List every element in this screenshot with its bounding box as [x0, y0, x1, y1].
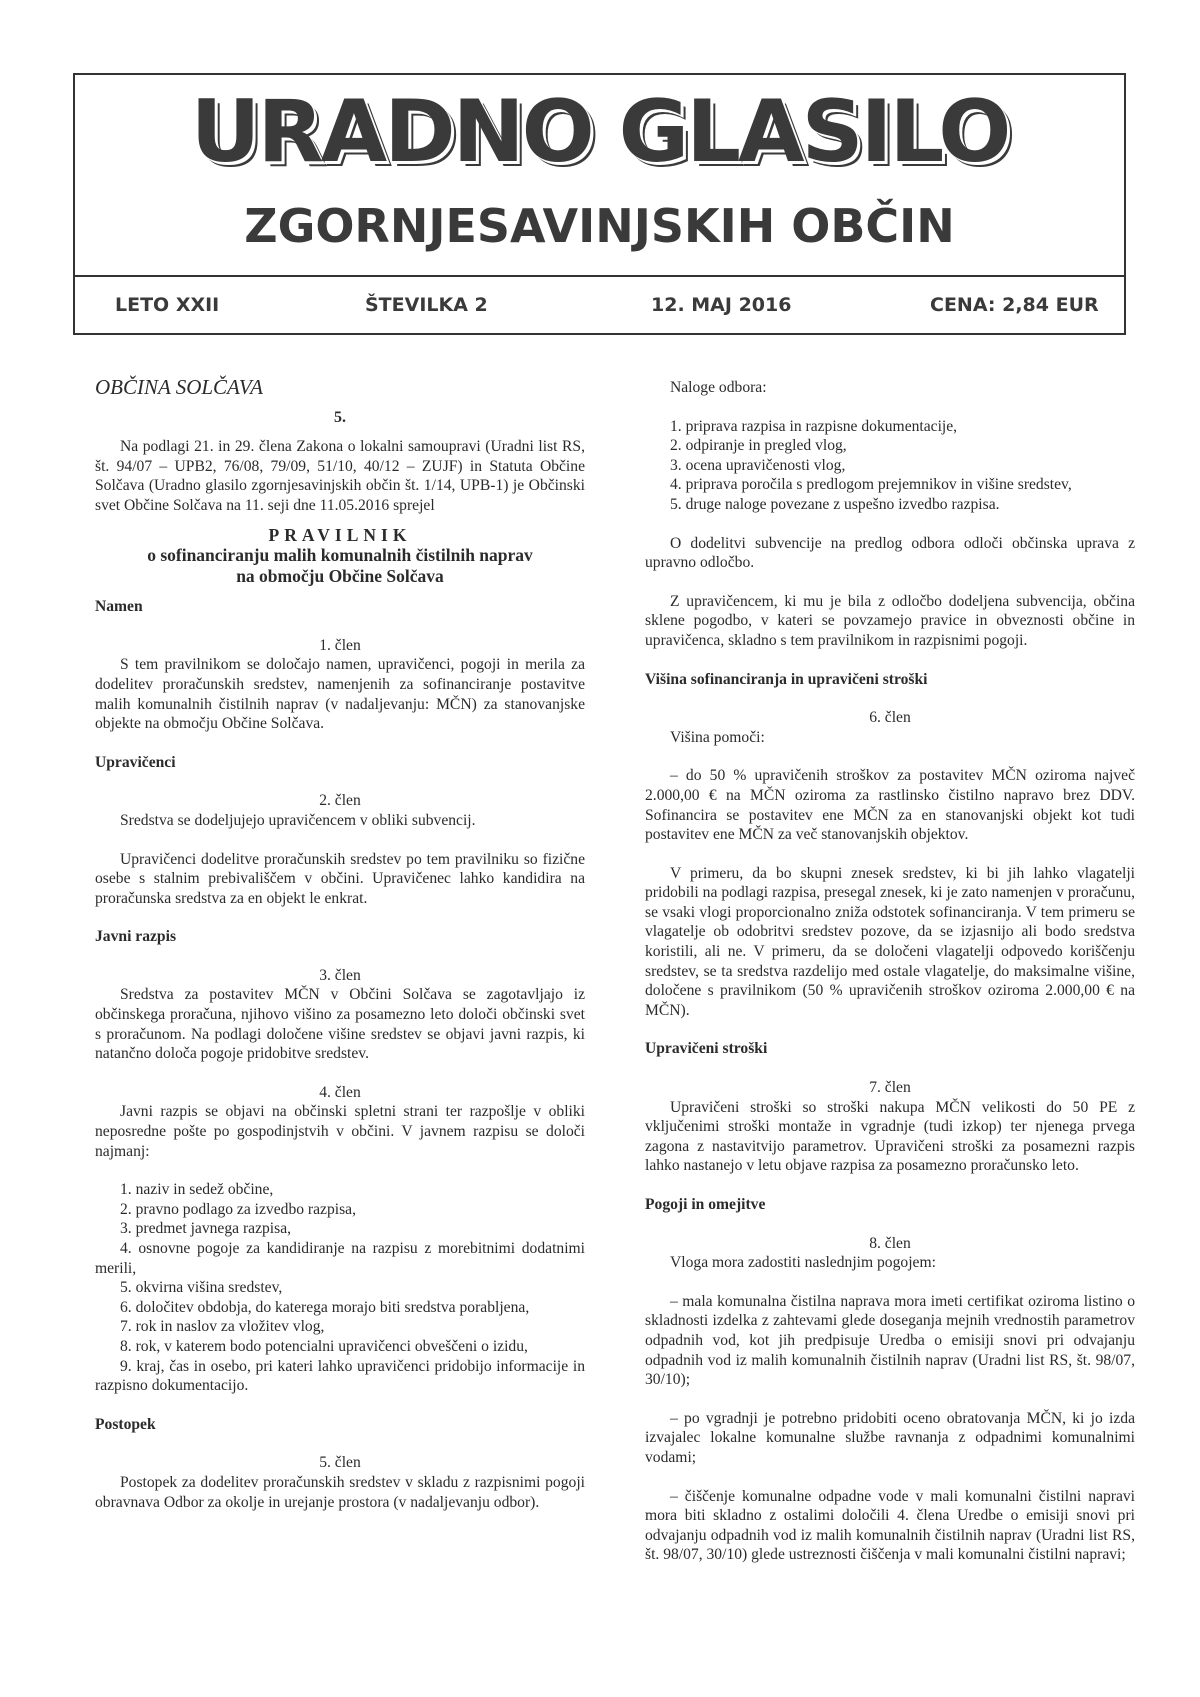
article-8-condition-1: – mala komunalna čistilna naprava mora imeti certifikat oziroma listino o skladnosti izdelka z zahtevami glede doseganja mejnih vrednostih parametrov odpadnih vod, kot jih predpisuje Uredba o emisiji snovi pri odvajanju odpadnih vod iz malih komunalnih čistilnih naprav (Uradni list RS, št. 98/07, 30/10);: [645, 1292, 1135, 1389]
article-8-condition-2: – po vgradnji je potrebno pridobiti oceno obratovanja MČN, ki jo izda izvajalec lokalne komunalne službe ravnanja z odpadnimi komunalnimi vodami;: [645, 1409, 1135, 1466]
list-item: 3. predmet javnega razpisa,: [120, 1220, 292, 1238]
masthead-divider: [75, 275, 1124, 277]
article-2-number: 2. člen: [319, 792, 361, 810]
masthead-subtitle: ZGORNJESAVINJSKIH OBČIN: [244, 199, 955, 253]
issue-date: 12. MAJ 2016: [651, 294, 792, 316]
list-item: 3. ocena upravičenosti vlog,: [670, 456, 846, 474]
article-8-number: 8. člen: [869, 1234, 911, 1252]
right-column: [645, 378, 1135, 1565]
article-1-text: S tem pravilnikom se določajo namen, upravičenci, pogoji in merila za dodelitev proračunskih sredstev, namenjenih za sofinanciranje postavitve malih komunalnih čistilnih naprav (v nadaljevanju: MČN) za stanovanjske objekte na območju Občine Solčava.: [95, 656, 585, 733]
article-6-text-1: – do 50 % upravičenih stroškov za postavitev MČN oziroma največ 2.000,00 € na MČN oziroma za rastlinsko čistilno napravo brez DDV. Sofinancira se postavitev ene MČN za en stanovanjski objekt kot tudi postavitev ene MČN za več stanovanjskih objektov.: [645, 767, 1135, 844]
committee-tasks-list: [645, 417, 1135, 515]
paragraph-contract: Z upravičencem, ki mu je bila z odločbo dodeljena subvencija, občina sklene pogodbo, v kateri se povzamejo pravice in obveznosti občine in upravičenca, skladno s tem pravilnikom in razpisnimi pogoji.: [645, 592, 1135, 649]
left-column: [95, 375, 585, 1512]
issue-year: LETO XXII: [115, 294, 220, 316]
list-item: 2. pravno podlago za izvedbo razpisa,: [120, 1200, 356, 1218]
article-7-text: Upravičeni stroški so stroški nakupa MČN velikosti do 50 PE z vključenimi stroški montaže in vgradnje (tudi izkop) ter njenega prvega zagona z nastavitvijo parametrov. Upravičeni stroški za posamezni razpis lahko nastanejo v letu objave razpisa za posamezno proračunsko leto.: [645, 1098, 1135, 1175]
article-5-text: Postopek za dodelitev proračunskih sredstev v skladu z razpisnimi pogoji obravnava Odbor za okolje in urejanje prostora (v nadaljevanju odbor).: [95, 1473, 585, 1511]
article-2-text-2: Upravičenci dodelitve proračunskih sredstev po tem pravilniku so fizične osebe s stalnim prebivališčem v občini. Upravičenec lahko kandidira na proračunska sredstva za en objekt le enkrat.: [95, 850, 585, 907]
issue-price: CENA: 2,84 EUR: [930, 294, 1099, 316]
article-5-number: 5. člen: [319, 1454, 361, 1472]
section-heading-pogoji: Pogoji in omejitve: [645, 1196, 766, 1213]
list-item: 1. naziv in sedež občine,: [120, 1181, 274, 1199]
article-3-number: 3. člen: [319, 966, 361, 984]
article-7-number: 7. člen: [869, 1079, 911, 1097]
list-item: 8. rok, v katerem bodo potencialni upravičenci obveščeni o izidu,: [120, 1337, 528, 1355]
act-number: 5.: [334, 408, 346, 426]
article-8-condition-3: – čiščenje komunalne odpadne vode v mali komunalni čistilni napravi mora biti skladno z ostalimi določili 4. člena Uredbe o emisiji snovi pri odvajanju odpadnih vod iz malih komunalnih čistilnih naprav (Uradni list RS, št. 98/07, 30/10) glede ustreznosti čiščenja v mali komunalni čistilni napravi;: [645, 1487, 1135, 1564]
section-heading-postopek: Postopek: [95, 1415, 156, 1433]
intro-paragraph: Na podlagi 21. in 29. člena Zakona o lokalni samoupravi (Uradni list RS, št. 94/07 – UPB2, 76/08, 79/09, 51/10, 40/12 – ZUJF) in Statuta Občine Solčava (Uradno glasilo zgornjesavinjskih občin št. 1/14, UPB-1) je Občinski svet Občine Solčava na 11. seji dne 11.05.2016 sprejel: [95, 438, 585, 514]
document-title: PRAVILNIK: [268, 524, 412, 545]
section-heading-upraviceni-stroski: Upravičeni stroški: [645, 1040, 768, 1058]
article-1-number: 1. člen: [319, 636, 361, 654]
article-3-text: Sredstva za postavitev MČN v Občini Solčava se zagotavljajo iz občinskega proračuna, njihovo višino za posamezno leto določi občinski svet s proračunom. Na podlagi določene višine sredstev se objavi javni razpis, ki natančno določa pogoje pridobitve sredstev.: [95, 986, 585, 1063]
article-8-intro: Vloga mora zadostiti naslednjim pogojem:: [670, 1254, 936, 1272]
list-item: 9. kraj, čas in osebo, pri kateri lahko upravičenci pridobijo informacije in razpisno dokumentacijo.: [95, 1357, 585, 1395]
section-heading-namen: Namen: [95, 598, 143, 616]
article-4-text: Javni razpis se objavi na občinski spletni strani ter razpošlje v obliki neposredne pošte po gospodinjstvih v občini. V javnem razpisu se določi najmanj:: [95, 1103, 585, 1160]
section-heading-javni-razpis: Javni razpis: [95, 928, 177, 946]
document-subtitle-1: o sofinanciranju malih komunalnih čistilnih naprav: [147, 545, 533, 566]
list-item: 5. druge naloge povezane z uspešno izvedbo razpisa.: [670, 495, 1000, 513]
list-item: 7. rok in naslov za vložitev vlog,: [120, 1318, 325, 1336]
section-heading-visina: Višina sofinanciranja in upravičeni stroški: [645, 670, 928, 688]
section-heading-upravicenci: Upravičenci: [95, 753, 176, 771]
list-item: 5. okvirna višina sredstev,: [120, 1279, 283, 1297]
paragraph-decision: O dodelitvi subvencije na predlog odbora odloči občinska uprava z upravno odločbo.: [645, 534, 1135, 572]
document-subtitle-2: na območju Občine Solčava: [236, 566, 444, 587]
article-4-list: [95, 1180, 585, 1396]
committee-tasks-label: Naloge odbora:: [670, 379, 767, 396]
list-item: 2. odpiranje in pregled vlog,: [670, 437, 847, 455]
article-6-number: 6. člen: [869, 709, 911, 727]
list-item: 1. priprava razpisa in razpisne dokumentacije,: [670, 417, 958, 435]
article-6-text-2: V primeru, da bo skupni znesek sredstev, ki bi jih lahko vlagatelji pridobili na podlagi razpisa, presegal znesek, ki je zato namenjen v proračunu, se vsaki vlogi proporcionalno zniža odstotek sofinanciranja. V tem primeru se vlagatelje ob odobritvi sredstev pozove, da se izjasnijo ali bodo sredstva koristili, ali ne. V primeru, da se določeni vlagatelji odpovedo koriščenju sredstev, se ta sredstva razdelijo med ostale vlagatelje, do maksimalne višine, določene s pravilnikom (50 % upravičenih stroškov oziroma 2.000,00 € na MČN).: [645, 864, 1135, 1019]
list-item: 4. priprava poročila s predlogom prejemnikov in višine sredstev,: [670, 476, 1072, 494]
article-4-number: 4. člen: [319, 1083, 361, 1101]
article-6-label: Višina pomoči:: [670, 728, 765, 746]
issue-number: ŠTEVILKA 2: [365, 294, 488, 316]
masthead: [73, 73, 1126, 335]
masthead-title: URADNO GLASILO: [190, 82, 1009, 182]
article-2-text-1: Sredstva se dodeljujejo upravičencem v obliki subvencij.: [120, 811, 476, 829]
list-item: 6. določitev obdobja, do katerega morajo biti sredstva porabljena,: [120, 1298, 530, 1316]
municipality-heading: OBČINA SOLČAVA: [95, 375, 263, 399]
list-item: 4. osnovne pogoje za kandidiranje na razpisu z morebitnimi dodatnimi merili,: [95, 1240, 585, 1277]
